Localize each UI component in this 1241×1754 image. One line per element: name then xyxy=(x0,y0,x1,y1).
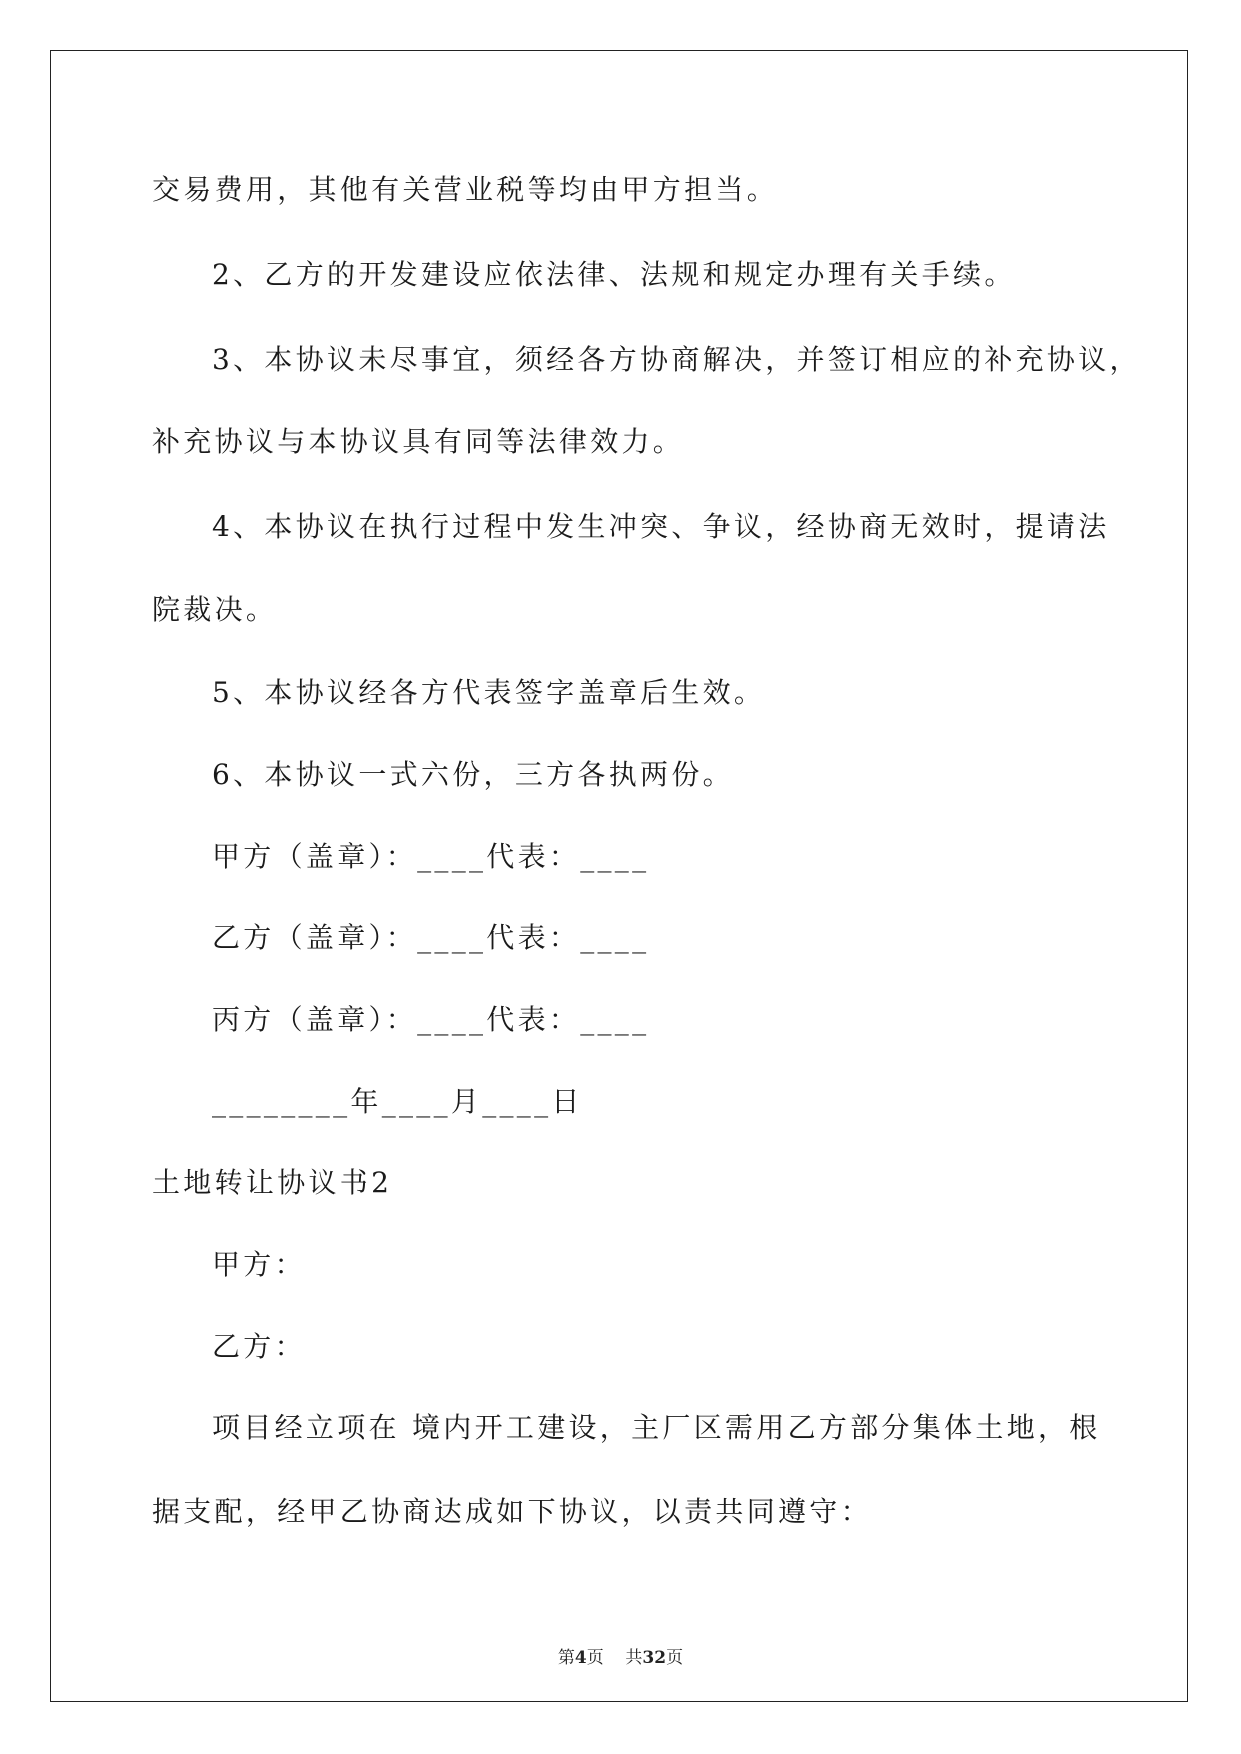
footer-total-suffix: 页 xyxy=(666,1648,684,1668)
party-b-label: 乙方： xyxy=(212,1330,306,1363)
paragraph-line-1: 交易费用，其他有关营业税等均由甲方担当。 xyxy=(152,173,779,206)
party-a-signature: 甲方（盖章）：____代表：____ xyxy=(212,840,650,873)
party-a-label: 甲方： xyxy=(212,1248,306,1281)
clause-4-line-2: 院裁决。 xyxy=(152,593,278,626)
footer-page-number: 4 xyxy=(574,1648,587,1668)
date-line: ________年____月____日 xyxy=(212,1085,583,1118)
footer-total-pages: 32 xyxy=(642,1648,667,1668)
intro-line-2: 据支配，经甲乙协商达成如下协议，以责共同遵守： xyxy=(152,1495,872,1528)
clause-3-line-1: 3、本协议未尽事宜，须经各方协商解决，并签订相应的补充协议， xyxy=(212,343,1141,376)
footer-page-prefix: 第 xyxy=(557,1648,575,1668)
party-b-signature: 乙方（盖章）：____代表：____ xyxy=(212,921,650,954)
clause-5: 5、本协议经各方代表签字盖章后生效。 xyxy=(212,676,766,709)
clause-4-line-1: 4、本协议在执行过程中发生冲突、争议，经协商无效时，提请法 xyxy=(212,510,1110,543)
clause-3-line-2: 补充协议与本协议具有同等法律效力。 xyxy=(152,425,685,458)
party-c-signature: 丙方（盖章）：____代表：____ xyxy=(212,1003,650,1036)
footer-total-prefix: 共 xyxy=(625,1648,643,1668)
section-title: 土地转让协议书2 xyxy=(152,1166,393,1199)
page-footer xyxy=(0,1646,1241,1670)
footer-page-suffix: 页 xyxy=(586,1648,604,1668)
clause-6: 6、本协议一式六份，三方各执两份。 xyxy=(212,758,734,791)
intro-line-1: 项目经立项在 境内开工建设，主厂区需用乙方部分集体土地，根 xyxy=(212,1411,1101,1444)
clause-2: 2、乙方的开发建设应依法律、法规和规定办理有关手续。 xyxy=(212,258,1016,291)
